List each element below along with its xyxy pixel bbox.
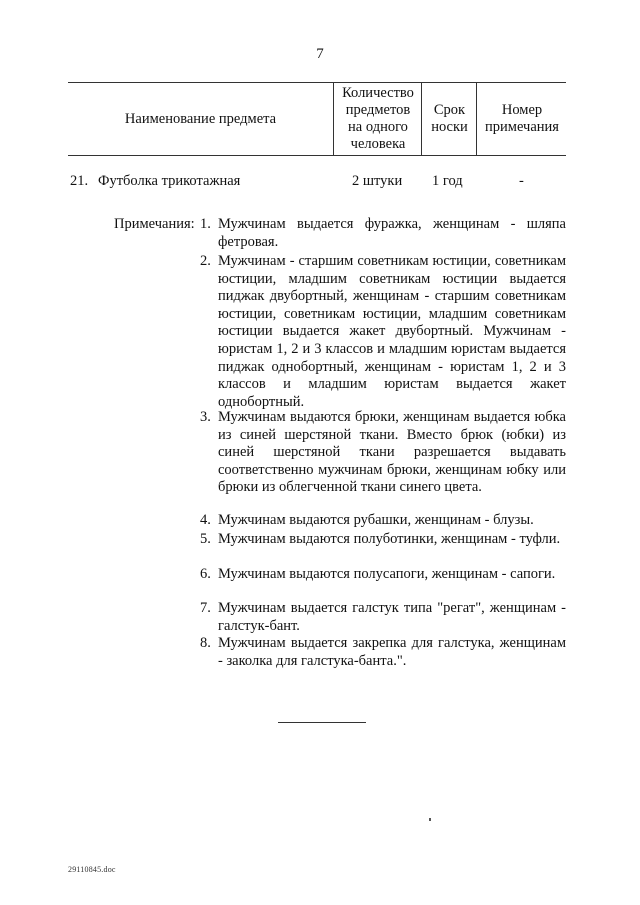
note-text: Мужчинам выдаются полуботинки, женщинам - туфли. — [218, 531, 561, 547]
note-item — [200, 600, 566, 635]
note-text: Мужчинам выдаются полусапоги, женщинам - сапоги. — [218, 566, 556, 582]
note-text: Мужчинам выдаются рубашки, женщинам - блузы. — [218, 512, 534, 528]
row-number: 21. — [70, 173, 89, 189]
note-item — [200, 531, 566, 549]
note-text: Мужчинам - старшим советникам юстиции, советникам юстиции, младшим советникам юстиции выдается пиджак двубортный, женщинам - старшим советникам юстиции, советникам юстиции, младшим советникам юстиции выдается жакет двубортный. Мужчинам - юристам 1, 2 и 3 классов и младшим юристам выдается пиджак однобортный, женщинам - юристам 1, 2 и 3 классов и младшим юристам выдается жакет однобортный. — [218, 253, 566, 410]
note-item — [200, 512, 566, 530]
notes-label: Примечания: — [114, 216, 195, 232]
scan-speck — [429, 818, 431, 821]
note-item — [200, 409, 566, 497]
row-term: 1 год — [432, 173, 463, 189]
note-item — [200, 566, 566, 584]
note-number: 1. — [200, 216, 211, 232]
note-item — [200, 253, 566, 411]
note-number: 5. — [200, 531, 211, 547]
note-item — [200, 635, 566, 670]
note-number: 4. — [200, 512, 211, 528]
header-term: Срок носки — [421, 83, 477, 155]
header-note-number: Номер примечания — [476, 83, 567, 155]
items-table-header — [68, 82, 566, 156]
page-number: 7 — [316, 46, 324, 62]
note-number: 3. — [200, 409, 211, 425]
end-separator-line — [278, 722, 366, 723]
note-text: Мужчинам выдается закрепка для галстука, женщинам - заколка для галстука-банта.". — [218, 635, 566, 669]
header-item-name: Наименование предмета — [124, 110, 277, 127]
note-number: 6. — [200, 566, 211, 582]
row-quantity: 2 штуки — [352, 173, 403, 189]
note-number: 8. — [200, 635, 211, 651]
header-quantity: Количество предметов на одного человека — [333, 83, 422, 155]
note-item — [200, 216, 566, 251]
row-note-ref: - — [519, 173, 524, 189]
note-text: Мужчинам выдается галстук типа "регат", женщинам - галстук-бант. — [218, 600, 566, 634]
document-filename: 29110845.doc — [68, 865, 116, 874]
note-text: Мужчинам выдается фуражка, женщинам - шляпа фетровая. — [218, 216, 566, 250]
note-text: Мужчинам выдаются брюки, женщинам выдается юбка из синей шерстяной ткани. Вместо брюк (юбки) из синей шерстяной ткани разрешается выдавать соответственно мужчинам брюки, женщинам юбку или брюки из облегченной ткани синего цвета. — [218, 409, 566, 496]
note-number: 2. — [200, 253, 211, 269]
row-item-name: Футболка трикотажная — [98, 173, 241, 189]
note-number: 7. — [200, 600, 211, 616]
